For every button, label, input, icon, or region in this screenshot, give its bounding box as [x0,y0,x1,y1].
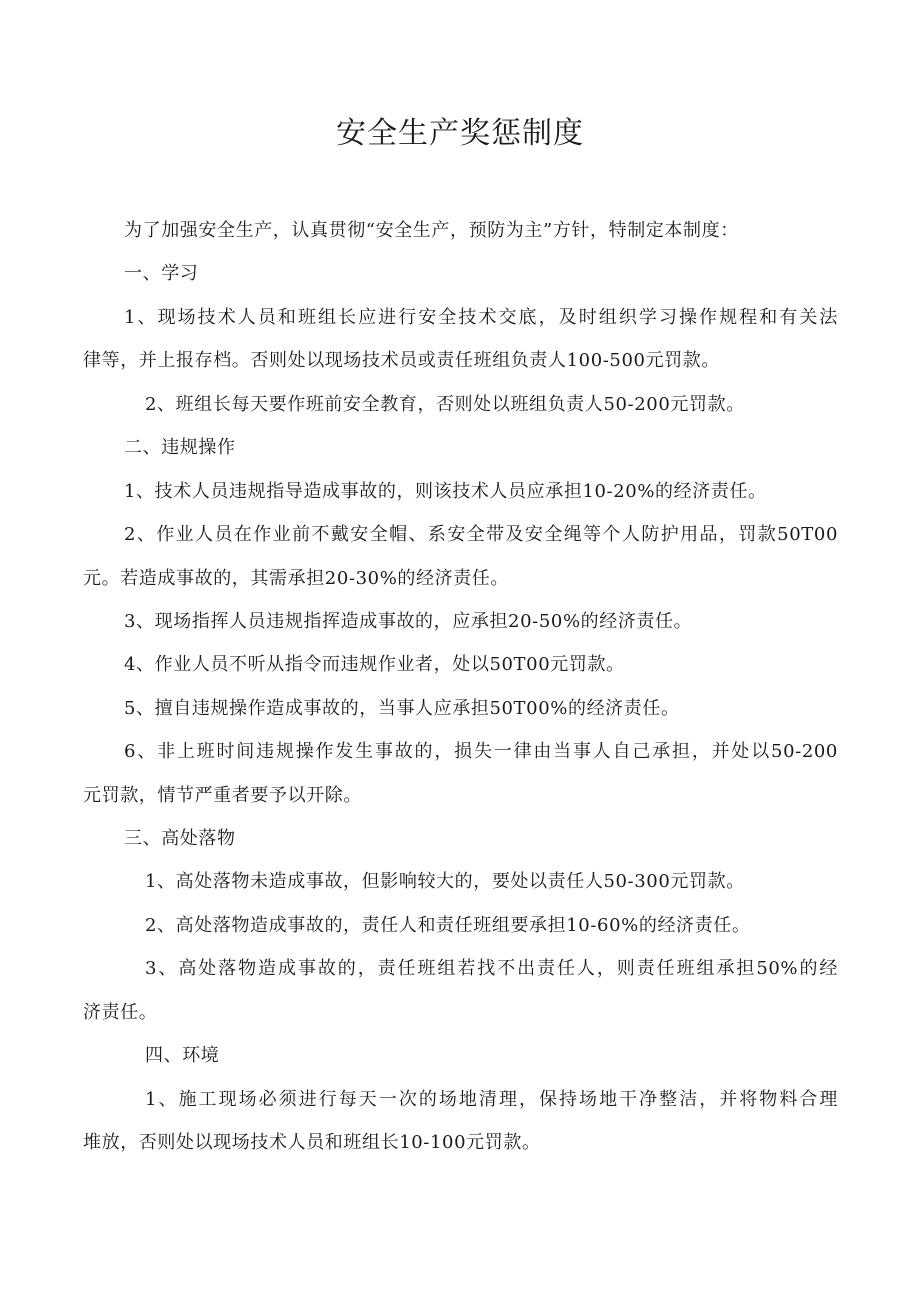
study-item-1-line-2: 律等，并上报存档。否则处以现场技术员或责任班组负责人100-500元罚款。 [83,350,720,371]
violation-item-3: 3、现场指挥人员违规指挥造成事故的，应承担20-50%的经济责任。 [124,611,693,632]
section-heading-falling-objects: 三、高处落物 [124,828,236,849]
violation-item-6-line-1: 6、非上班时间违规操作发生事故的，损失一律由当事人自己承担，并处以50-200 [124,741,838,762]
violation-item-5: 5、擅自违规操作造成事故的，当事人应承担50T00%的经济责任。 [124,698,680,719]
violation-item-4: 4、作业人员不听从指令而违规作业者，处以50T00元罚款。 [124,654,625,675]
section-heading-violation: 二、违规操作 [124,437,236,458]
study-item-1-line-1: 1、现场技术人员和班组长应进行安全技术交底，及时组织学习操作规程和有关法 [124,307,838,328]
section-heading-environment: 四、环境 [145,1045,220,1066]
document-title: 安全生产奖惩制度 [336,116,584,151]
falling-objects-item-3-line-2: 济责任。 [83,1002,158,1023]
study-item-2: 2、班组长每天要作班前安全教育，否则处以班组负责人50-200元罚款。 [145,394,745,415]
violation-item-2-line-1: 2、作业人员在作业前不戴安全帽、系安全带及安全绳等个人防护用品，罚款50T00 [124,524,838,545]
environment-item-1-line-2: 堆放，否则处以现场技术人员和班组长10-100元罚款。 [83,1132,541,1153]
falling-objects-item-1: 1、高处落物未造成事故，但影响较大的，要处以责任人50-300元罚款。 [145,871,745,892]
falling-objects-item-3-line-1: 3、高处落物造成事故的，责任班组若找不出责任人，则责任班组承担50%的经 [145,958,838,979]
violation-item-1: 1、技术人员违规指导造成事故的，则该技术人员应承担10-20%的经济责任。 [124,481,767,502]
violation-item-2-line-2: 元。若造成事故的，其需承担20-30%的经济责任。 [83,568,509,589]
section-heading-study: 一、学习 [124,263,199,284]
violation-item-6-line-2: 元罚款，情节严重者要予以开除。 [83,785,362,806]
falling-objects-item-2: 2、高处落物造成事故的，责任人和责任班组要承担10-60%的经济责任。 [145,915,751,936]
intro-paragraph: 为了加强安全生产，认真贯彻“安全生产，预防为主”方针，特制定本制度： [124,220,739,241]
environment-item-1-line-1: 1、施工现场必须进行每天一次的场地清理，保持场地干净整洁，并将物料合理 [145,1089,838,1110]
